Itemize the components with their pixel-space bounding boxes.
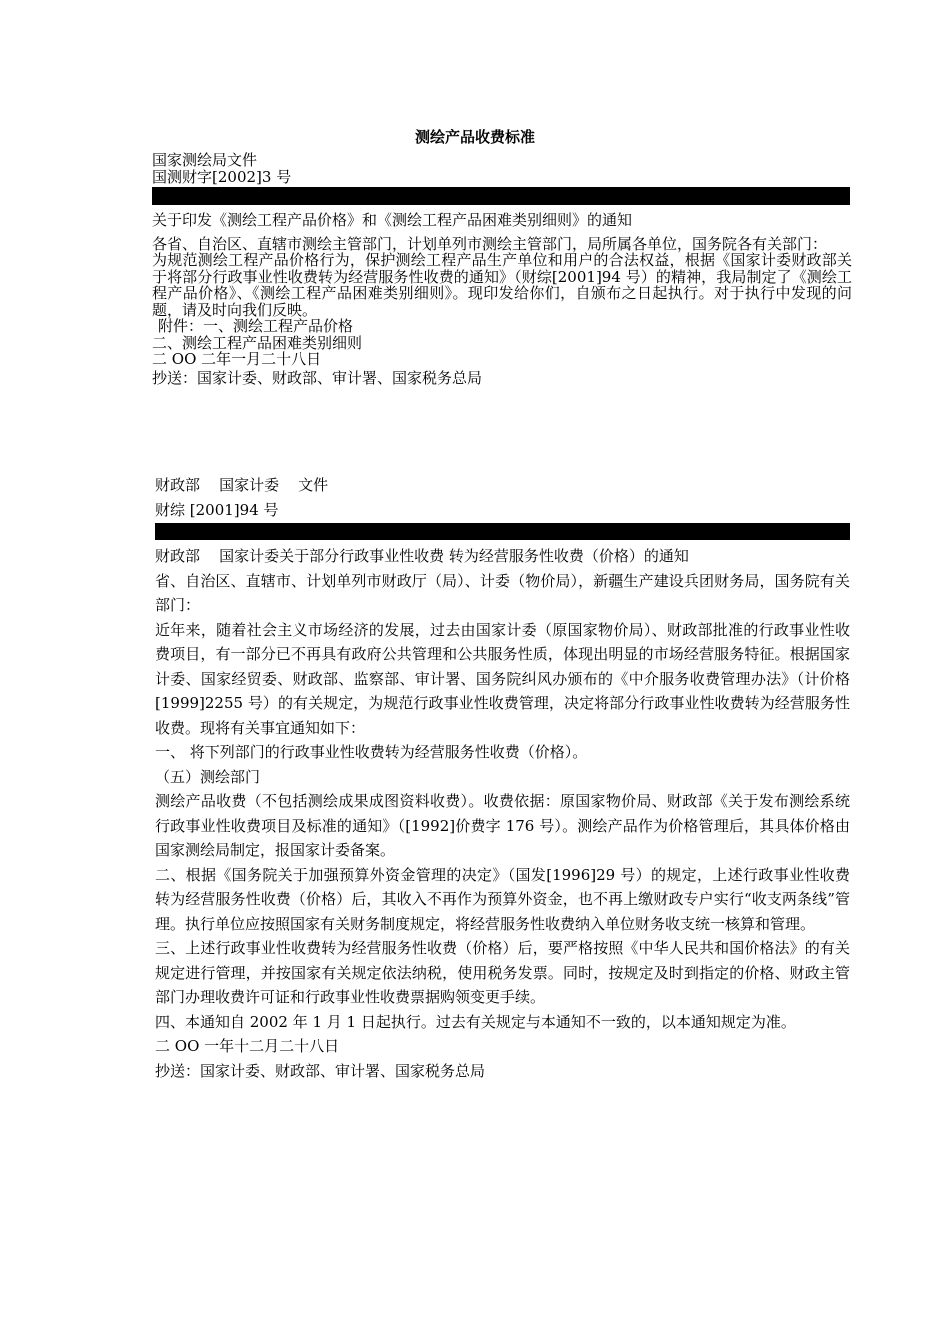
doc2-number: 财综 [2001]94 号 bbox=[155, 500, 279, 519]
doc2-item-4: 四、本通知自 2002 年 1 月 1 日起执行。过去有关规定与本通知不一致的，以本通知规定为准。 bbox=[155, 1012, 796, 1031]
doc2-subject: 财政部 国家计委关于部分行政事业性收费 转为经营服务性收费（价格）的通知 bbox=[155, 547, 689, 565]
doc1-cc: 抄送：国家计委、财政部、审计署、国家税务总局 bbox=[152, 368, 483, 387]
doc2-item-1-sub: （五）测绘部门 bbox=[155, 767, 261, 786]
doc1-paragraph: 为规范测绘工程产品价格行为，保护测绘工程产品生产单位和用户的合法权益，根据《国家计委财政部关于将部分行政事业性收费转为经营服务性收费的通知》（财综[2001]94 号）的精神，我局制定了《测绘工程产品价格》、《测绘工程产品困难类别细则》。现印发给你们，自颁布之日起执行。对于执行中发现的问题，请及时向我们反映。 bbox=[152, 251, 852, 319]
doc2-divider-bar bbox=[155, 523, 850, 540]
doc2-item-3: 三、上述行政事业性收费转为经营服务性收费（价格）后，要严格按照《中华人民共和国价格法》的有关规定进行管理，并按国家有关规定依法纳税，使用税务发票。同时，按规定及时到指定的价格、财政主管部门办理收费许可证和行政事业性收费票据购领变更手续。 bbox=[155, 939, 850, 1006]
doc1-attachment-1: 附件：一、测绘工程产品价格 bbox=[158, 317, 354, 335]
doc2-item-1: 一、 将下列部门的行政事业性收费转为经营服务性收费（价格）。 bbox=[155, 743, 588, 761]
doc2-addressees: 省、自治区、直辖市、计划单列市财政厅（局）、计委（物价局），新疆生产建设兵团财务局，国务院有关部门： bbox=[155, 571, 850, 614]
doc1-header bbox=[152, 152, 852, 185]
doc2-body bbox=[155, 544, 850, 1083]
document-title: 测绘产品收费标准 bbox=[414, 128, 535, 146]
doc2-header bbox=[155, 473, 850, 522]
doc1-addressees: 各省、自治区、直辖市测绘主管部门，计划单列市测绘主管部门，局所属各单位，国务院各有关部门： bbox=[152, 234, 828, 253]
doc2-intro: 近年来，随着社会主义市场经济的发展，过去由国家计委（原国家物价局）、财政部批准的行政事业性收费项目，有一部分已不再具有政府公共管理和公共服务性质，体现出明显的市场经营服务特征。根据国家计委、国家经贸委、财政部、监察部、审计署、国务院纠风办颁布的《中介服务收费管理办法》（计价格[1999]2255 号）的有关规定，为规范行政事业性收费管理，决定将部分行政事业性收费转为经营服务性收费。现将有关事宜通知如下： bbox=[155, 620, 850, 737]
doc1-issuer: 国家测绘局文件 bbox=[152, 151, 258, 169]
doc2-item-2: 二、根据《国务院关于加强预算外资金管理的决定》（国发[1996]29 号）的规定，上述行政事业性收费转为经营服务性收费（价格）后，其收入不再作为预算外资金，也不再上缴财政专户实行“收支两条线”管理。执行单位应按照国家有关财务制度规定，将经营服务性收费纳入单位财务收支统一核算和管理。 bbox=[155, 865, 850, 933]
doc1-subject: 关于印发《测绘工程产品价格》和《测绘工程产品困难类别细则》的通知 bbox=[152, 211, 633, 229]
doc1-attachment-2: 二、测绘工程产品困难类别细则 bbox=[152, 333, 363, 352]
doc1-date: 二 OO 二年一月二十八日 bbox=[152, 350, 322, 368]
doc1-body bbox=[152, 212, 852, 386]
doc2-item-1-detail: 测绘产品收费（不包括测绘成果成图资料收费）。收费依据：原国家物价局、财政部《关于发布测绘系统行政事业性收费项目及标准的通知》（[1992]价费字 176 号）。测绘产品作为价格管理后，其具体价格由国家测绘局制定，报国家计委备案。 bbox=[155, 792, 850, 859]
doc2-issuer: 财政部 国家计委 文件 bbox=[155, 476, 329, 494]
doc1-divider-bar bbox=[152, 187, 850, 205]
doc2-date: 二 OO 一年十二月二十八日 bbox=[155, 1037, 340, 1055]
doc1-number: 国测财字[2002]3 号 bbox=[152, 167, 292, 186]
doc2-cc: 抄送：国家计委、财政部、审计署、国家税务总局 bbox=[155, 1061, 486, 1080]
